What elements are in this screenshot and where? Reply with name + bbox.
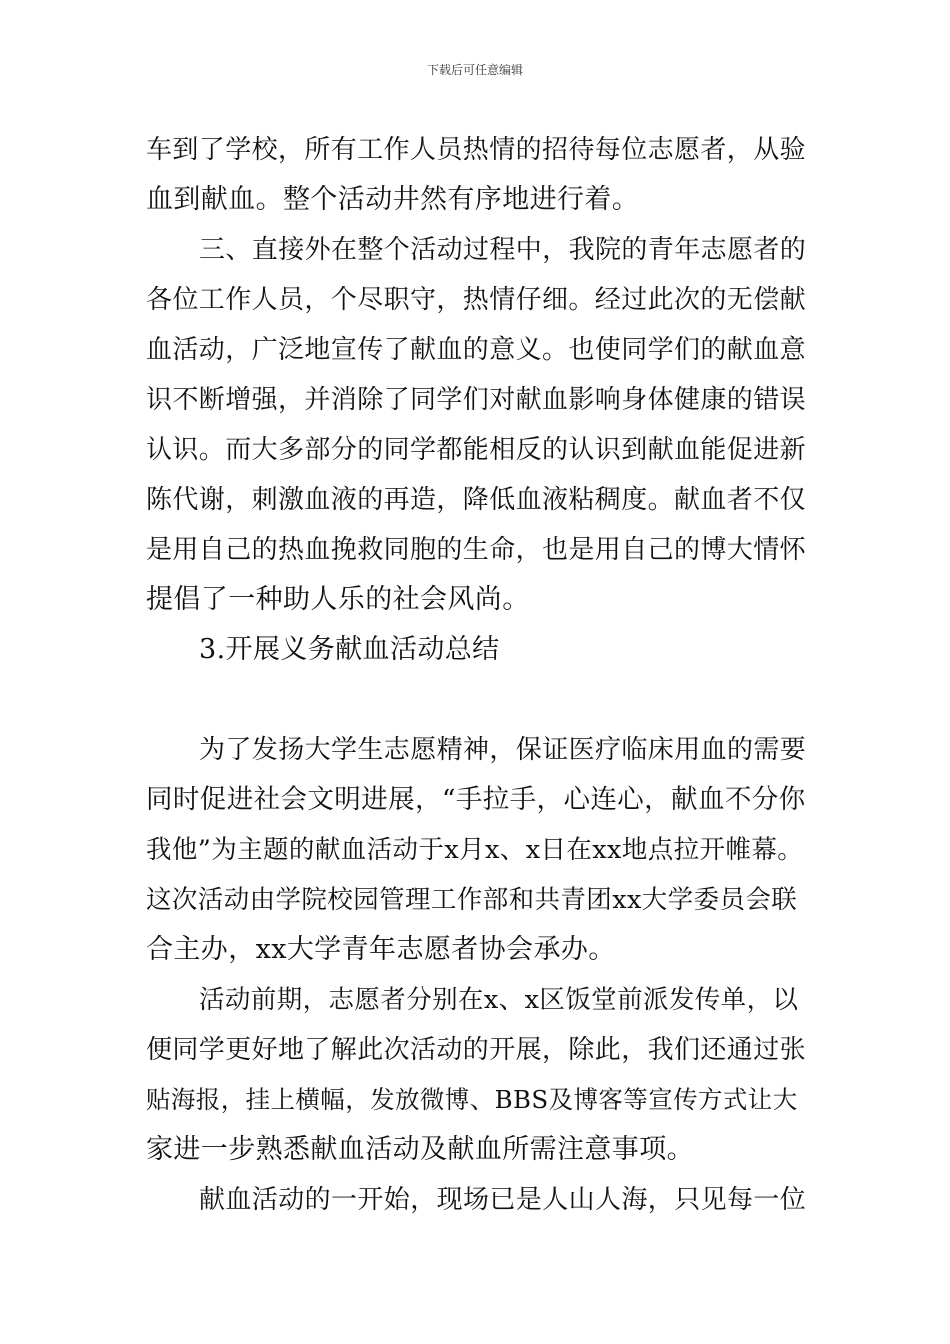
text-line: 各位工作人员，个尽职守，热情仔细。经过此次的无偿献 xyxy=(146,285,807,315)
text-line: 血到献血。整个活动井然有序地进行着。 xyxy=(146,184,640,215)
text-line: 为了发扬大学生志愿精神，保证医疗临床用血的需要 xyxy=(199,735,807,765)
section-heading: 3.开展义务献血活动总结 xyxy=(199,634,500,665)
text-line: 陈代谢，刺激血液的再造，降低血液粘稠度。献血者不仅 xyxy=(146,485,807,515)
page-header: 下载后可任意编辑 xyxy=(426,63,523,77)
text-line: 便同学更好地了解此次活动的开展，除此，我们还通过张 xyxy=(146,1035,807,1065)
text-line: 家进一步熟悉献血活动及献血所需注意事项。 xyxy=(146,1134,694,1165)
text-line: 同时促进社会文明进展，“手拉手，心连心，献血不分你 xyxy=(146,784,806,815)
text-line: 血活动，广泛地宣传了献血的意义。也使同学们的献血意 xyxy=(146,335,807,365)
text-line: 三、直接外在整个活动过程中，我院的青年志愿者的 xyxy=(199,235,807,265)
text-line: 提倡了一种助人乐的社会风尚。 xyxy=(146,584,530,615)
text-line: 献血活动的一开始，现场已是人山人海，只见每一位 xyxy=(199,1185,807,1215)
text-line: 活动前期，志愿者分别在x、x区饭堂前派发传单，以 xyxy=(199,985,799,1015)
text-line: 认识。而大多部分的同学都能相反的认识到献血能促进新 xyxy=(146,435,807,465)
text-line: 识不断增强，并消除了同学们对献血影响身体健康的错误 xyxy=(146,385,807,415)
text-line: 合主办，xx大学青年志愿者协会承办。 xyxy=(146,934,616,965)
text-line: 是用自己的热血挽救同胞的生命，也是用自己的博大情怀 xyxy=(146,535,807,565)
text-line: 这次活动由学院校园管理工作部和共青团xx大学委员会联 xyxy=(146,885,798,915)
text-line: 我他”为主题的献血活动于x月x、x日在xx地点拉开帷幕。 xyxy=(146,835,804,865)
text-line: 贴海报，挂上横幅，发放微博、BBS及博客等宣传方式让大 xyxy=(146,1085,798,1114)
text-line: 车到了学校，所有工作人员热情的招待每位志愿者，从验 xyxy=(146,135,807,165)
